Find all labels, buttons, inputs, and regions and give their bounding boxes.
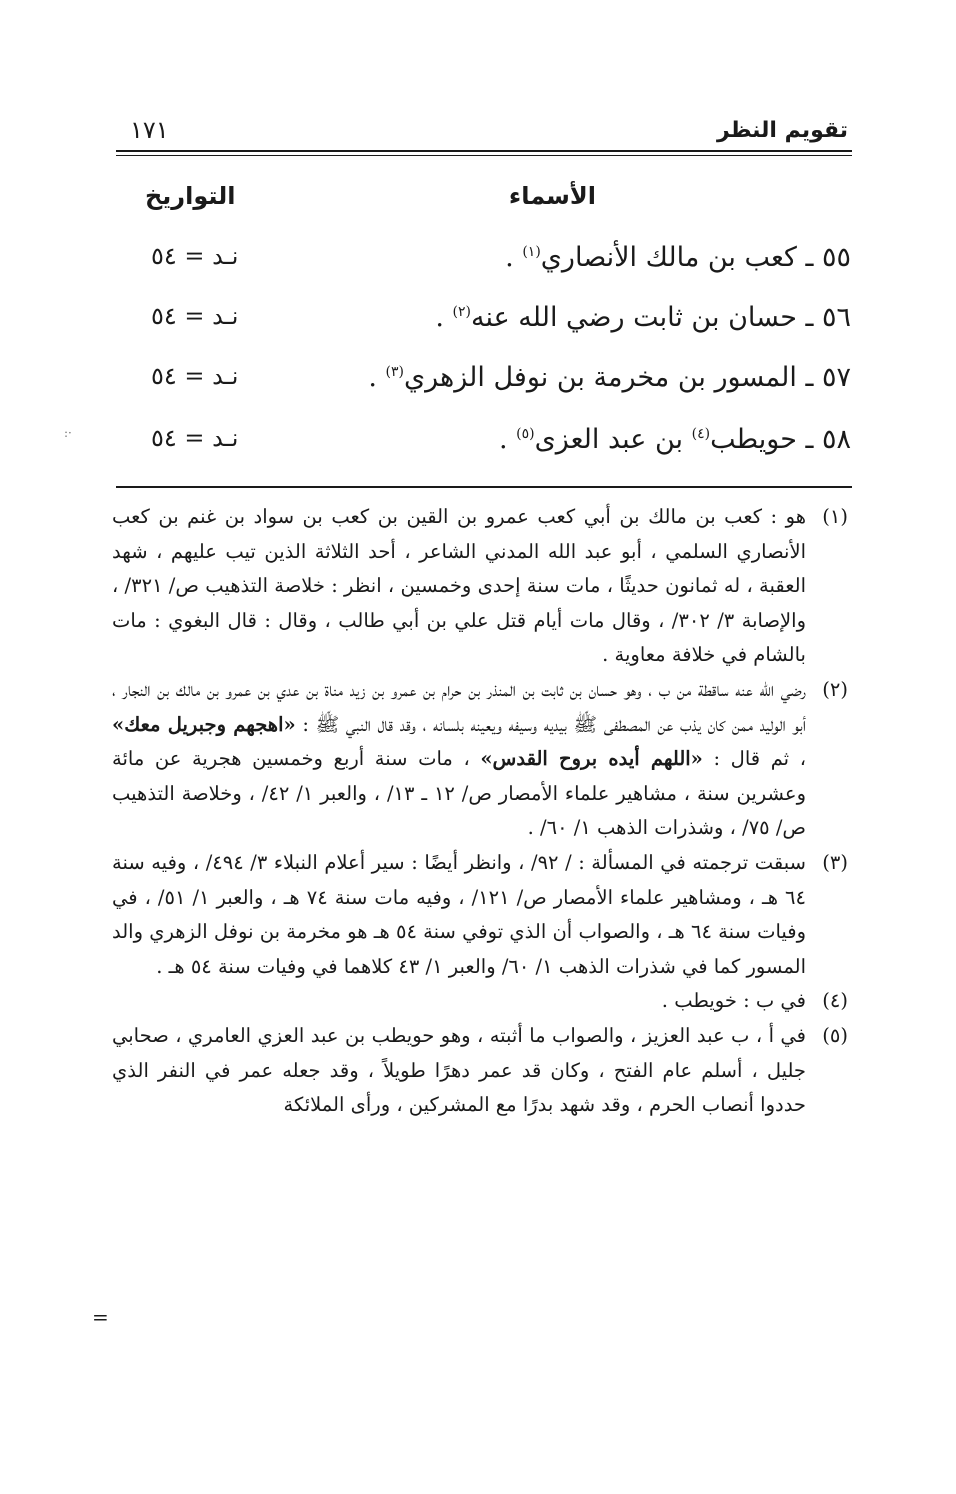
continuation-mark: = (92, 1305, 109, 1329)
dates-column-heading: التواريخ (145, 182, 236, 210)
hadith-quote: «اللهم أيده بروح القدس» (480, 747, 703, 771)
footnote-text: في ب : خويطب . (661, 989, 806, 1013)
name-entry (111, 362, 851, 406)
footnote (112, 500, 848, 673)
footnote-text: هو : كعب بن مالك بن أبي كعب عمرو بن القين بن كعب بن سواد بن غنم بن كعب الأنصاري السلمي ، أبو عبد الله المدني الشاعر ، أحد الثلاثة الذين تيب عليهم ، شهد العقبة ، له ثمانون حديثًا ، مات سنة إحدى وخمسين ، انظر : خلاصة التذهيب ص/ ٣٢١/ ، والإصابة ٣/ ٣٠٢/ ، وقال مات أيام قتل علي بن أبي طالب ، وقال : قال البغوي : مات بالشام في خلافة معاوية . (112, 505, 806, 667)
footnote (112, 984, 848, 1019)
names-column-heading: الأسماء (508, 182, 596, 210)
entry-date: نـد = ٥٤ (151, 362, 239, 390)
entry-name: ٥٥ ـ كعب بن مالك الأنصاري$^{(١)}$ . (505, 242, 851, 273)
footnote (112, 1019, 848, 1123)
footnote (112, 673, 848, 846)
footnote-separator (116, 486, 852, 488)
footnotes (112, 500, 848, 1123)
header-rule-thin (116, 155, 852, 156)
entry-date: نـد = ٥٤ (151, 242, 239, 270)
header-rule (116, 150, 852, 152)
footnote-text: في أ ، ب عبد العزيز ، والصواب ما أثبته ، وهو حويطب بن عبد العزي العامري ، صحابي جليل ، أسلم عام الفتح ، وكان قد عمر دهرًا طويلاً ، وقد جعله عمر في النفر الذي حددوا أنصاب الحرم ، وقد شهد بدرًا مع المشركين ، ورأى الملائكة (112, 1023, 806, 1117)
footnote-number: (٢) (822, 677, 848, 701)
footnote-number: (٥) (822, 1023, 848, 1047)
hadith-quote: «اهجهم وجبريل معك» (112, 712, 296, 736)
name-entry (111, 302, 851, 346)
footnote (112, 846, 848, 984)
footnote-number: (١) (822, 505, 848, 528)
entry-date: نـد = ٥٤ (151, 424, 239, 452)
footnote-number: (٣) (822, 850, 848, 874)
entry-name: ٥٧ ـ المسور بن مخرمة بن نوفل الزهري$^{(٣)}$ . (368, 362, 851, 393)
footnote-text: سبقت ترجمته في المسألة : / ٩٢/ ، وانظر أيضًا : سير أعلام النبلاء ٣/ ٤٩٤/ ، وفيه سنة ٦٤ هـ ، ومشاهير علماء الأمصار ص/ ١٢١/ ، وفيه مات سنة ٧٤ هـ ، والعبر ١/ ٥١/ ، في وفيات سنة ٦٤ هـ ، والصواب أن الذي توفي سنة ٥٤ هـ هو مخرمة بن نوفل الزهري والد المسور كما في شذرات الذهب ١/ ٦٠/ والعبر ١/ ٤٣ كلاهما في وفيات سنة ٥٤ هـ . (112, 850, 807, 978)
scan-speck: ·: (64, 426, 72, 440)
footnote-number: (٤) (822, 989, 848, 1013)
name-entry (111, 424, 851, 468)
entry-name: ٥٦ ـ حسان بن ثابت رضي الله عنه$^{(٢)}$ . (435, 302, 851, 333)
entry-name: ٥٨ ـ حويطب$^{(٤)}$ بن عبد العزى$^{(٥)}$ . (498, 424, 851, 455)
entry-date: نـد = ٥٤ (151, 302, 239, 330)
footnote-text: رضي الله عنه ساقطة من ب ، وهو حسان بن ثابت بن المنذر بن حرام بن عمرو بن زيد مناة بن عدي بن عمرو بن مالك بن النجار ، أبو الوليد ممن كان يذب عن المصطفى ﷺ بيديه وسيفه ويعينه بلسانه ، وقد قال النبي ﷺ : «اهجهم وجبريل معك» ، ثم قال : «اللهم أيده بروح القدس» ، مات سنة أربع وخمسين هجرية عن مائة وعشرين سنة ، مشاهير علماء الأمصار ص/ ١٢ ـ ١٣/ ، والعبر ١/ ٤٢/ ، وخلاصة التذهيب ص/ ٧٥/ ، وشذرات الذهب ١/ ٦٠/ . (112, 677, 807, 840)
name-entry (111, 242, 851, 286)
running-title: تقويم النظر (717, 118, 848, 143)
page-number: ١٧١ (130, 116, 169, 144)
